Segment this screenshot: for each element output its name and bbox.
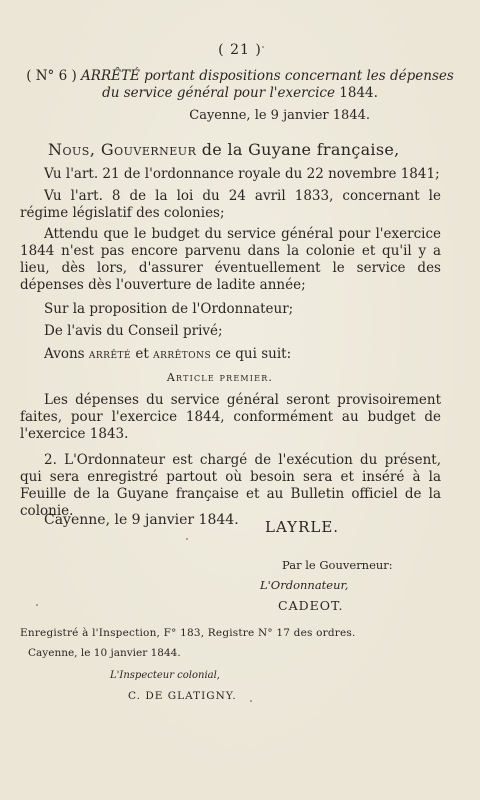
arrete-word: arrêté bbox=[88, 346, 132, 362]
inspector-title: L'Inspecteur colonial, bbox=[110, 670, 220, 681]
nous-word: Nous, bbox=[48, 140, 96, 159]
dateline: Cayenne, le 9 janvier 1844. bbox=[189, 108, 370, 123]
decree-heading bbox=[20, 68, 460, 102]
decree-number: ( N° 6 ) bbox=[26, 68, 77, 84]
preamble-line bbox=[48, 140, 400, 159]
signature-cadeot: CADEOT. bbox=[278, 598, 344, 613]
page-number: ( 21 ) bbox=[218, 42, 262, 58]
paper-speck bbox=[186, 538, 188, 540]
paragraph-avis: De l'avis du Conseil privé; bbox=[44, 323, 223, 339]
decree-year: 1844. bbox=[339, 85, 378, 101]
paragraph-article-1: Les dépenses du service général seront provisoirement faites, pour l'exercice 1844, conformément au budget de l'exercice 1843. bbox=[20, 392, 441, 442]
signature-layrle: LAYRLE. bbox=[265, 518, 340, 536]
ordonnateur-title: L'Ordonnateur, bbox=[260, 578, 349, 592]
ce-qui-suit: ce qui suit: bbox=[215, 346, 292, 362]
preamble-rest: de la Guyane française, bbox=[201, 140, 400, 159]
paragraph-attendu: Attendu que le budget du service général pour l'exercice 1844 n'est pas encore parvenu dans la colonie et qu'il y a lieu, dès lors, d'assurer éventuellement le service des dépenses dès l'ouverture de ladite année; bbox=[20, 226, 441, 293]
paragraph-proposition: Sur la proposition de l'Ordonnateur; bbox=[44, 301, 294, 317]
paper-speck bbox=[262, 46, 264, 48]
closing-date: Cayenne, le 9 janvier 1844. bbox=[44, 512, 239, 528]
signature-glatigny: C. DE GLATIGNY. bbox=[128, 690, 237, 702]
gouverneur-word: Gouverneur bbox=[100, 140, 197, 159]
registration-note: Enregistré à l'Inspection, F° 183, Registre N° 17 des ordres. bbox=[20, 627, 356, 639]
paragraph-vu-ordonnance: Vu l'art. 21 de l'ordonnance royale du 22 novembre 1841; bbox=[44, 166, 440, 182]
decree-title: ARRÊTÉ portant dispositions concernant les dépenses du service général pour l'exercice bbox=[81, 68, 454, 101]
registration-date: Cayenne, le 10 janvier 1844. bbox=[28, 647, 181, 659]
paper-speck bbox=[36, 604, 38, 606]
arretons-word: arrêtons bbox=[153, 346, 212, 362]
article-heading: Article premier. bbox=[166, 371, 274, 384]
et-word: et bbox=[135, 346, 149, 362]
paragraph-avons-arrete bbox=[20, 346, 441, 363]
paragraph-article-2: 2. L'Ordonnateur est chargé de l'exécution du présent, qui sera enregistré partout où besoin sera et inséré à la Feuille de la Guyane française et au Bulletin officiel de la colonie. bbox=[20, 452, 441, 519]
avons-word: Avons bbox=[44, 346, 85, 362]
paragraph-vu-loi: Vu l'art. 8 de la loi du 24 avril 1833, concernant le régime législatif des colonies; bbox=[20, 188, 441, 221]
par-le-gouverneur: Par le Gouverneur: bbox=[282, 558, 393, 572]
paper-speck bbox=[250, 700, 252, 702]
